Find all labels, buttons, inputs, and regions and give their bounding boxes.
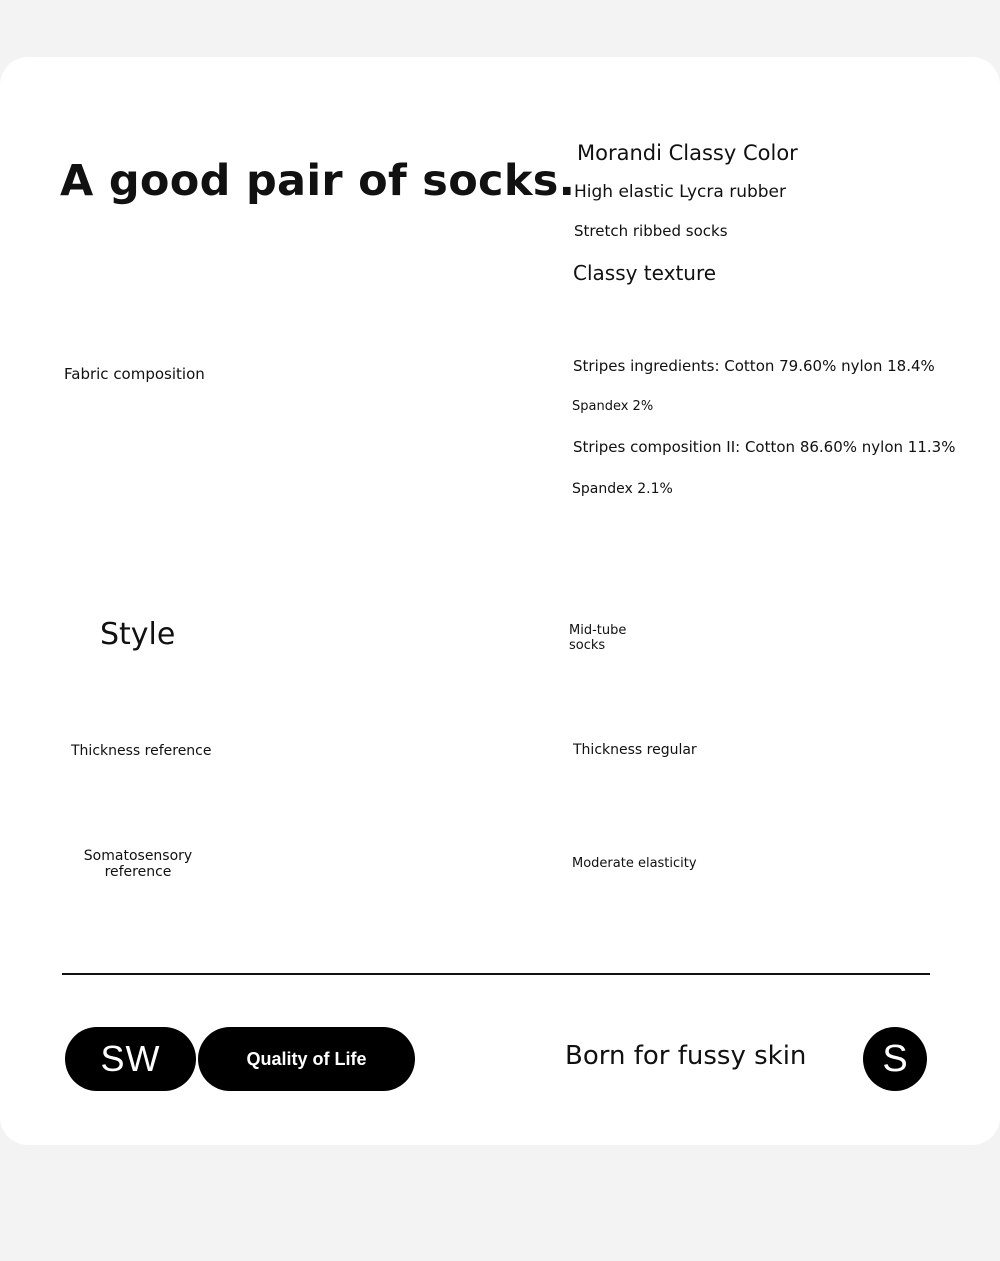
tagline: Born for fussy skin <box>565 1041 807 1071</box>
feature-texture: Classy texture <box>573 261 717 285</box>
thickness-label: Thickness reference <box>71 743 212 759</box>
feature-elastic: High elastic Lycra rubber <box>574 182 786 202</box>
headline: A good pair of socks. <box>60 156 576 206</box>
fabric-composition-label: Fabric composition <box>64 365 205 383</box>
product-info-card <box>0 57 1000 1145</box>
thickness-value: Thickness regular <box>573 742 697 758</box>
brand-badge: SW <box>65 1027 196 1091</box>
feature-ribbed: Stretch ribbed socks <box>574 222 728 240</box>
fabric-line-4: Spandex 2.1% <box>572 481 673 497</box>
divider <box>62 973 930 975</box>
fabric-line-1: Stripes ingredients: Cotton 79.60% nylon 18.4% <box>573 357 935 375</box>
style-label: Style <box>100 617 176 652</box>
fabric-line-3: Stripes composition II: Cotton 86.60% nylon 11.3% <box>573 438 956 456</box>
feature-color: Morandi Classy Color <box>577 141 798 165</box>
quality-of-life-badge: Quality of Life <box>198 1027 415 1091</box>
somatosensory-label: Somatosensory reference <box>83 848 193 880</box>
style-value: Mid-tube socks <box>569 623 627 653</box>
somatosensory-value: Moderate elasticity <box>572 856 697 871</box>
fabric-line-2: Spandex 2% <box>572 399 654 414</box>
brand-circle-logo: S <box>863 1027 927 1091</box>
